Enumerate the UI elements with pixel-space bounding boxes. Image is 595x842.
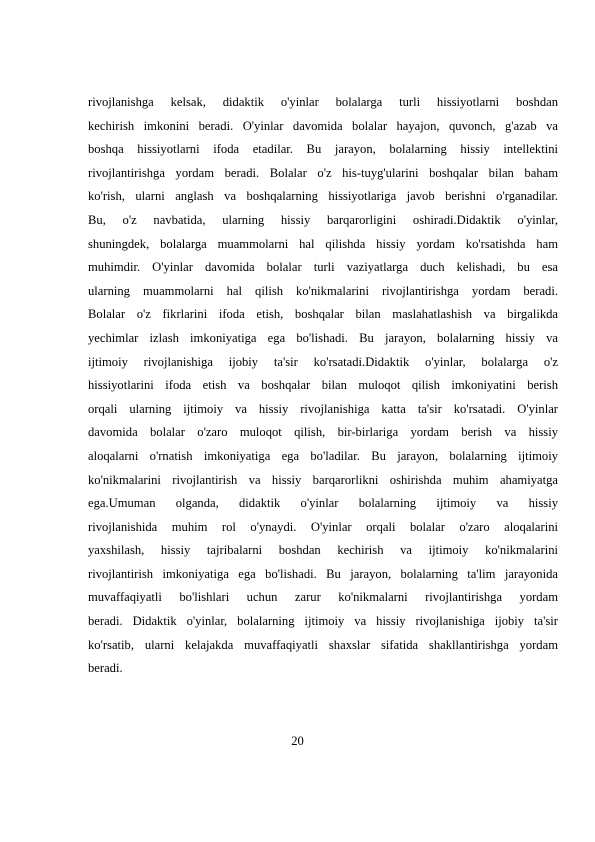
text-line: beradi. Didaktik o'yinlar, bolalarning ijtimoiy va hissiy rivojlanishiga ijobiy ta'sir [88, 614, 558, 629]
text-line: boshqa hissiyotlarni ifoda etadilar. Bu jarayon, bolalarning hissiy intellektini [88, 142, 558, 157]
text-line: rivojlanishida muhim rol o'ynaydi. O'yinlar orqali bolalar o'zaro aloqalarini [88, 519, 558, 534]
text-line: rivojlanishga kelsak, didaktik o'yinlar bolalarga turli hissiyotlarni boshdan [88, 95, 558, 109]
text-line: yaxshilash, hissiy tajribalarni boshdan kechirish va ijtimoiy ko'nikmalarini [88, 543, 558, 558]
body-paragraph [88, 91, 558, 681]
text-line: ijtimoiy rivojlanishiga ijobiy ta'sir ko'rsatadi.Didaktik o'yinlar, bolalarga o'z [88, 354, 558, 369]
text-line: hissiyotlarini ifoda etish va boshqalar bilan muloqot qilish imkoniyatini berish [88, 378, 558, 393]
text-line: Bolalar o'z fikrlarini ifoda etish, boshqalar bilan maslahatlashish va birgalikda [88, 307, 558, 322]
text-line: ularning muammolarni hal qilish ko'nikmalarini rivojlantirishga yordam beradi. [88, 283, 558, 298]
text-line: rivojlantirishga yordam beradi. Bolalar o'z his-tuyg'ularini boshqalar bilan baham [88, 165, 558, 180]
text-line: shuningdek, bolalarga muammolarni hal qilishda hissiy yordam ko'rsatishda ham [88, 236, 558, 251]
text-line: Bu, o'z navbatida, ularning hissiy barqarorligini oshiradi.Didaktik o'yinlar, [88, 212, 558, 227]
text-line: ega.Umuman olganda, didaktik o'yinlar bolalarning ijtimoiy va hissiy [88, 496, 558, 511]
text-line: orqali ularning ijtimoiy va hissiy rivojlanishiga katta ta'sir ko'rsatadi. O'yinlar [88, 401, 558, 416]
text-line: kechirish imkonini beradi. O'yinlar davomida bolalar hayajon, quvonch, g'azab va [88, 118, 558, 133]
text-line: muhimdir. O'yinlar davomida bolalar turli vaziyatlarga duch kelishadi, bu esa [88, 260, 558, 275]
text-line: ko'rish, ularni anglash va boshqalarning hissiyotlariga javob berishni o'rganadilar. [88, 189, 558, 204]
text-line: beradi. [88, 661, 123, 676]
text-line: ko'rsatib, ularni kelajakda muvaffaqiyatli shaxslar sifatida shakllantirishga yordam [88, 637, 558, 652]
text-line: ko'nikmalarini rivojlantirish va hissiy barqarorlikni oshirishda muhim ahamiyatga [88, 472, 558, 487]
text-line: davomida bolalar o'zaro muloqot qilish, bir-birlariga yordam berish va hissiy [88, 425, 558, 440]
text-line: muvaffaqiyatli bo'lishlari uchun zarur ko'nikmalarni rivojlantirishga yordam [88, 590, 558, 605]
text-line: aloqalarni o'rnatish imkoniyatiga ega bo'ladilar. Bu jarayon, bolalarning ijtimoiy [88, 448, 558, 463]
text-line: rivojlantirish imkoniyatiga ega bo'lishadi. Bu jarayon, bolalarning ta'lim jarayonida [88, 566, 558, 581]
text-line: yechimlar izlash imkoniyatiga ega bo'lishadi. Bu jarayon, bolalarning hissiy va [88, 330, 558, 345]
page-number: 20 [291, 734, 304, 748]
